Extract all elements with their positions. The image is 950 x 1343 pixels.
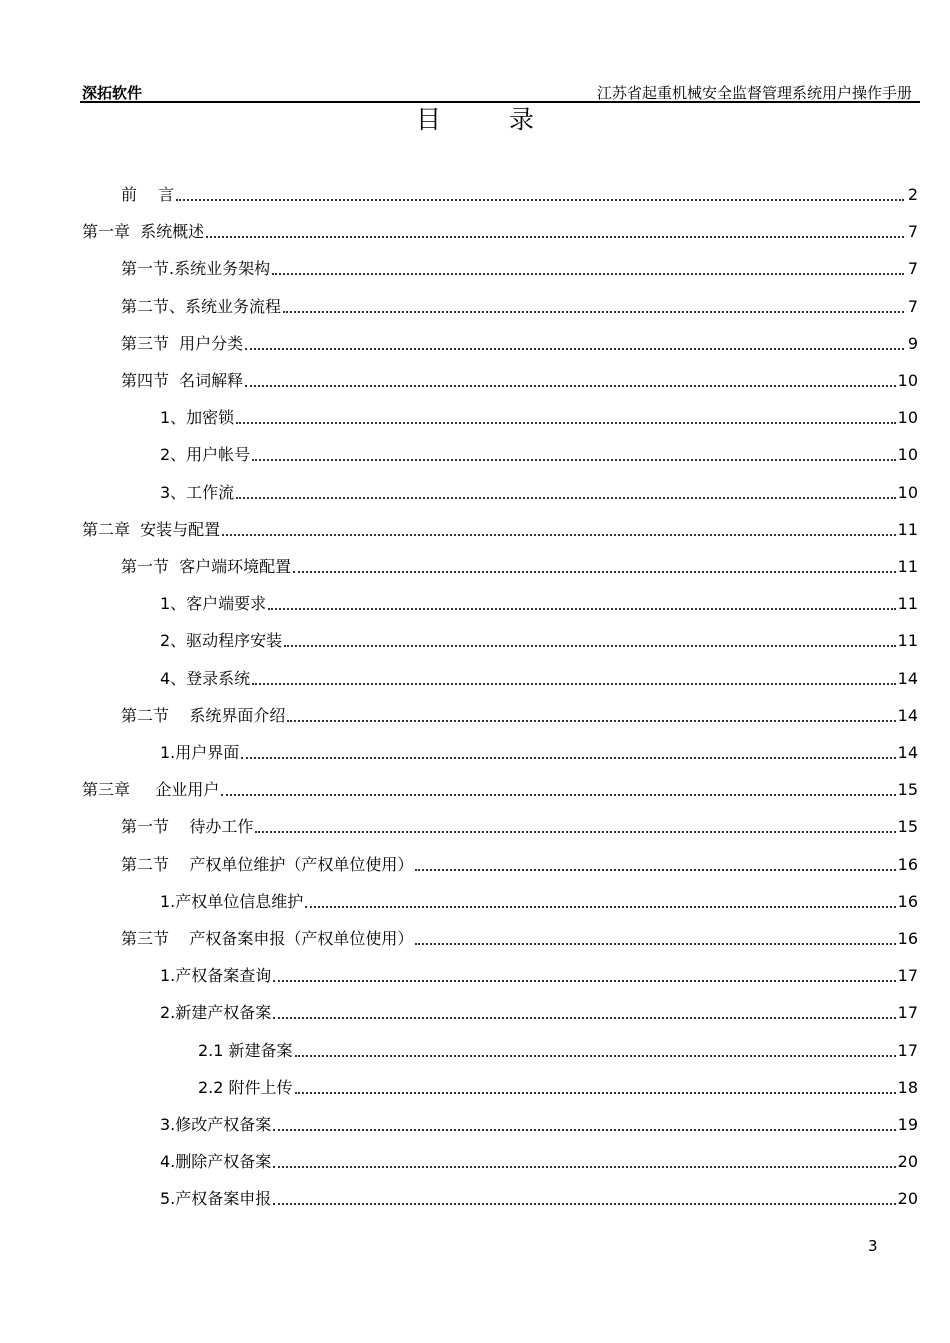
toc-entry-page: 11 [897, 519, 918, 539]
toc-entry-page: 7 [907, 222, 918, 242]
toc-leader-dots [236, 496, 895, 499]
toc-entry-label: 第一节.系统业务架构 [121, 259, 271, 279]
toc-entry[interactable] [160, 1187, 918, 1211]
toc-entry[interactable] [121, 332, 918, 356]
toc-leader-dots [241, 756, 895, 759]
toc-leader-dots [273, 1016, 895, 1019]
toc-leader-dots [245, 347, 904, 350]
toc-leader-dots [273, 1202, 895, 1205]
toc-leader-dots [273, 1128, 895, 1131]
toc-entry-page: 17 [897, 1040, 918, 1060]
toc-entry-label: 3.修改产权备案 [160, 1115, 272, 1134]
toc-leader-dots [252, 682, 895, 685]
toc-leader-dots [273, 1165, 895, 1168]
toc-entry-label: 2.2 附件上传 [198, 1077, 293, 1097]
toc-leader-dots [221, 793, 895, 796]
toc-entry-label: 第二章 安装与配置 [82, 519, 221, 539]
toc-entry-label: 第二节 产权单位维护（产权单位使用） [121, 854, 414, 874]
toc-entry-label: 2.新建产权备案 [160, 1003, 272, 1023]
toc-entry[interactable] [160, 667, 918, 691]
toc-leader-dots [305, 905, 895, 908]
toc-leader-dots [255, 830, 895, 833]
toc-entry-page: 17 [897, 1003, 918, 1023]
toc-entry-page: 17 [897, 966, 918, 986]
toc-leader-dots [222, 533, 895, 536]
toc-entry[interactable] [160, 741, 918, 765]
toc-entry[interactable] [160, 592, 918, 616]
toc-entry-label: 5.产权备案申报 [160, 1189, 272, 1209]
toc-entry[interactable] [160, 1113, 918, 1137]
toc-leader-dots [273, 979, 895, 982]
toc-entry[interactable] [121, 815, 918, 839]
toc-entry-label: 1、加密锁 [160, 408, 235, 428]
toc-entry-label: 1.产权单位信息维护 [160, 891, 304, 911]
toc-entry-page: 15 [897, 817, 918, 837]
toc-entry-page: 10 [897, 408, 918, 428]
toc-entry-label: 4.删除产权备案 [160, 1152, 272, 1172]
toc-entry-label: 第三节 用户分类 [121, 333, 244, 353]
toc-leader-dots [284, 644, 895, 647]
toc-entry-page: 2 [907, 185, 918, 204]
toc-entry-page: 11 [897, 594, 918, 614]
toc-entry-page: 14 [897, 668, 918, 688]
toc-leader-dots [295, 1054, 896, 1057]
toc-entry[interactable] [121, 369, 918, 393]
toc-leader-dots [283, 310, 904, 313]
toc-leader-dots [415, 942, 895, 945]
toc-entry-label: 第二节 系统界面介绍 [121, 705, 286, 725]
toc-leader-dots [206, 235, 904, 238]
toc-entry-label: 4、登录系统 [160, 668, 251, 688]
toc-entry-label: 2、用户帐号 [160, 445, 251, 465]
toc-entry-label: 前 言 [121, 185, 175, 204]
toc-entry[interactable] [121, 183, 918, 207]
toc-entry[interactable] [121, 257, 918, 281]
toc-entry-label: 第一节 客户端环境配置 [121, 557, 292, 576]
toc-entry[interactable] [121, 927, 918, 951]
toc-entry[interactable] [160, 1001, 918, 1025]
toc-entry-page: 15 [897, 780, 918, 800]
company-name: 深拓软件 [82, 84, 143, 102]
toc-entry-page: 10 [897, 371, 918, 390]
toc-entry-page: 14 [897, 705, 918, 725]
toc-leader-dots [295, 1091, 896, 1094]
toc-entry-label: 第一章 系统概述 [82, 222, 205, 242]
toc-entry-label: 第三章 企业用户 [82, 780, 220, 800]
toc-entry[interactable] [160, 629, 918, 653]
toc-entry-label: 2.1 新建备案 [198, 1040, 293, 1060]
toc-entry-page: 9 [907, 333, 918, 353]
toc-entry-page: 16 [897, 929, 918, 948]
toc-entry-page: 7 [907, 296, 918, 316]
toc-entry-page: 20 [897, 1152, 918, 1172]
toc-entry[interactable] [121, 704, 918, 728]
toc-leader-dots [272, 272, 904, 275]
toc-entry[interactable] [82, 518, 918, 542]
toc-entry[interactable] [121, 853, 918, 877]
toc-entry[interactable] [160, 406, 918, 430]
toc-leader-dots [252, 458, 895, 461]
toc-entry-page: 10 [897, 482, 918, 502]
toc-entry-label: 第四节 名词解释 [121, 371, 244, 390]
toc-leader-dots [415, 868, 895, 871]
toc-entry-label: 1.用户界面 [160, 743, 240, 762]
toc-entry[interactable] [121, 295, 918, 319]
toc-entry-label: 1、客户端要求 [160, 594, 267, 614]
toc-title: 目 录 [416, 105, 564, 134]
toc-entry[interactable] [160, 443, 918, 467]
toc-entry-page: 14 [897, 743, 918, 762]
toc-entry[interactable] [198, 1039, 918, 1063]
toc-entry[interactable] [160, 890, 918, 914]
toc-entry-page: 19 [897, 1115, 918, 1134]
toc-entry[interactable] [160, 481, 918, 505]
toc-entry[interactable] [82, 778, 918, 802]
toc-entry[interactable] [198, 1076, 918, 1100]
toc-entry-label: 3、工作流 [160, 482, 235, 502]
toc-entry-page: 11 [897, 557, 918, 576]
toc-leader-dots [287, 719, 895, 722]
toc-entry-label: 第二节、系统业务流程 [121, 296, 282, 316]
toc-entry-page: 11 [897, 631, 918, 651]
toc-leader-dots [268, 607, 895, 610]
page-number: 3 [868, 1237, 878, 1255]
toc-entry[interactable] [160, 1150, 918, 1174]
toc-entry-page: 18 [897, 1077, 918, 1097]
toc-entry-label: 第三节 产权备案申报（产权单位使用） [121, 929, 414, 948]
toc-entry[interactable] [160, 964, 918, 988]
toc-entry-page: 20 [897, 1189, 918, 1209]
toc-entry-page: 7 [907, 259, 918, 279]
toc-entry-page: 10 [897, 445, 918, 465]
toc-entry[interactable] [121, 555, 918, 579]
toc-entry-label: 1.产权备案查询 [160, 966, 272, 986]
toc-leader-dots [245, 384, 895, 387]
toc-entry-page: 16 [897, 854, 918, 874]
toc-leader-dots [236, 421, 895, 424]
toc-leader-dots [293, 570, 895, 573]
document-title: 江苏省起重机械安全监督管理系统用户操作手册 [596, 84, 912, 102]
toc-entry-label: 第一节 待办工作 [121, 817, 254, 837]
toc-entry-label: 2、驱动程序安装 [160, 631, 283, 651]
toc-entry-page: 16 [897, 891, 918, 911]
toc-leader-dots [176, 198, 904, 201]
toc-entry[interactable] [82, 220, 918, 244]
